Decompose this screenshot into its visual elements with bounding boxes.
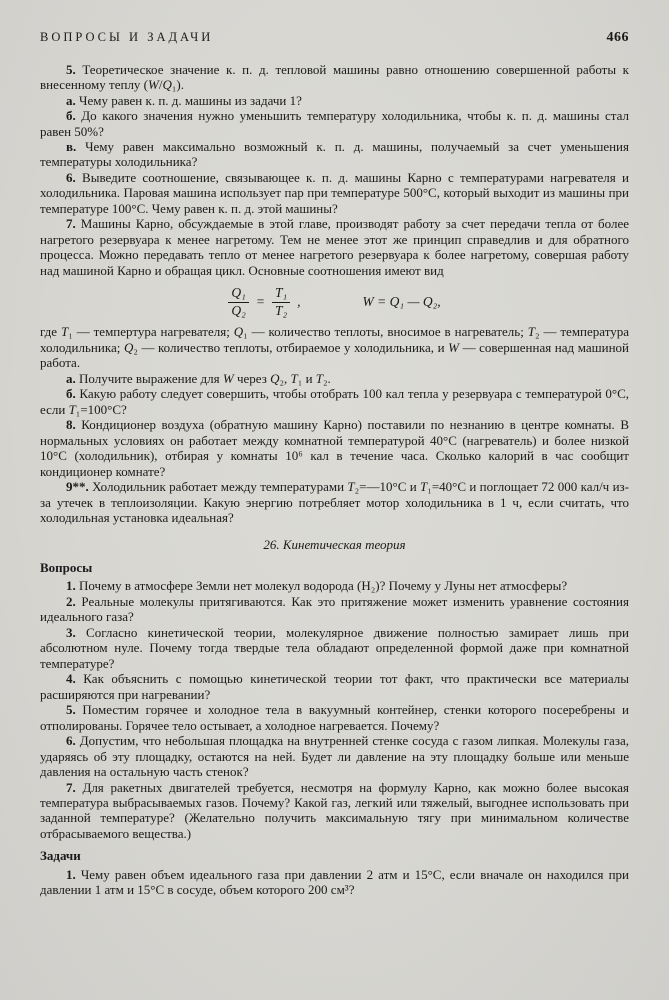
content-top xyxy=(40,62,629,279)
paragraph: 7. Для ракетных двигателей требуется, несмотря на формулу Карно, как можно более высокая температура выбрасываемых газов. Почему? Какой газ, легкий или тяжелый, выгоднее использовать при заданной температуре? (Желательно получить максимальную тягу при минимальном количестве отбрасываемого вещества.) xyxy=(40,779,629,841)
item-number: б. xyxy=(66,108,76,124)
paragraph: 1. Чему равен объем идеального газа при давлении 2 атм и 15°С, если вначале он находился при давлении 1 атм и 15°С в сосуде, объем которого 200 см³? xyxy=(40,866,629,898)
item-number: 7. xyxy=(66,779,76,795)
item-number: в. xyxy=(66,139,77,154)
fraction-t-numerator: T₁ xyxy=(272,286,290,303)
paragraph: 2. Реальные молекулы притягиваются. Как это притяжение может изменить уравнение состояния идеального газа? xyxy=(40,593,629,625)
item-number: 1. xyxy=(66,866,76,882)
subheading: Вопросы xyxy=(40,559,93,575)
paragraph: 7. Машины Карно, обсуждаемые в этой главе, производят работу за счет передачи тепла от более нагретого резервуара к менее нагретому. Тем не менее этот же принцип справедлив и для обратного процесса. Можно передавать тепло от менее нагретого резервуара к более нагретому, совершая работу над машиной Карно и обращая цикл. Основные соотношения имеют вид xyxy=(40,216,629,278)
paragraph: 9**. Холодильник работает между температурами T₂=—10°С и T₁=40°С и поглощает 72 000 кал/ч из-за утечек в теплоизоляции. Какую энергию потребляет мотор холодильника в 1 ч, если считать, что холодильная установка идеальная? xyxy=(40,479,629,525)
item-number: 7. xyxy=(66,216,76,232)
item-number: 9**. xyxy=(66,479,89,495)
item-number: 5. xyxy=(66,61,76,77)
content-bottom xyxy=(40,324,629,897)
item-number: 6. xyxy=(66,733,76,749)
fraction-q-numerator: Q₁ xyxy=(228,286,248,303)
page-number: 466 xyxy=(606,30,629,45)
item-number: а. xyxy=(66,370,76,386)
fraction-q xyxy=(228,286,248,318)
paragraph: 6. Выведите соотношение, связывающее к. п. д. машины Карно с температурами нагревателя и холодильника. Паровая машина использует пар при температуре 500°С, который выходит из машины при температуре 100°С. Чему равен к. п. д. этой машины? xyxy=(40,169,629,216)
item-number: 3. xyxy=(66,624,76,640)
item-number: а. xyxy=(66,92,76,108)
paragraph: где T₁ — темпертура нагревателя; Q₁ — количество теплоты, вносимое в нагреватель; T₂ — температура холодильника; Q₂ — количество теплоты, отбираемое у холодильника, и W — совершенная над машиной работа. xyxy=(40,324,629,371)
comma: , xyxy=(297,294,301,310)
paragraph: а. Получите выражение для W через Q₂, T₁ и T₂. xyxy=(66,370,331,386)
page-header xyxy=(40,30,629,47)
equals-sign: = xyxy=(255,294,265,310)
subheading: Задачи xyxy=(40,848,81,864)
paragraph: а. Чему равен к. п. д. машины из задачи 1? xyxy=(66,92,302,108)
item-number: 8. xyxy=(66,417,76,433)
paragraph: 5. Теоретическое значение к. п. д. тепловой машины равно отношению совершенной работы к внесенному теплу (W/Q₁). xyxy=(40,61,629,93)
paragraph: 3. Согласно кинетической теории, молекулярное движение полностью замирает лишь при абсолютном нуле. Почему тогда твердые тела обладают определенной формой даже при комнатной температуре? xyxy=(40,624,629,671)
paragraph: 8. Кондиционер воздуха (обратную машину Карно) поставили по незнанию в центре комнаты. В нормальных условиях он работает между комнатной температурой 40°С (нагреватель) и более низкой 10°С (холодильник), отбирая у комнаты 10⁶ кал в течение часа. Сколько калорий в час сообщит кондиционер комнате? xyxy=(40,417,629,479)
paragraph: 4. Как объяснить с помощью кинетической теории тот факт, что практически все материалы расширяются при нагревании? xyxy=(40,671,629,702)
item-number: 4. xyxy=(66,671,76,687)
item-number: 1. xyxy=(66,578,76,594)
item-number: б. xyxy=(66,386,76,402)
equation xyxy=(40,286,629,318)
paragraph: 5. Поместим горячее и холодное тела в вакуумный контейнер, стенки которого посеребрены и отполированы. Горячее тело остывает, а холодное нагревается. Почему? xyxy=(40,702,629,733)
equation-fractions xyxy=(228,286,300,318)
paragraph: 1. Почему в атмосфере Земли нет молекул водорода (H₂)? Почему у Луны нет атмосферы? xyxy=(66,578,568,594)
item-number: 2. xyxy=(66,593,76,609)
fraction-t-denominator: T₂ xyxy=(274,302,288,318)
paragraph: в. Чему равен максимально возможный к. п. д. машины, получаемый за счет уменьшения температуры холодильника? xyxy=(40,139,629,170)
fraction-q-denominator: Q₂ xyxy=(231,302,246,318)
fraction-t xyxy=(272,286,290,318)
paragraph: б. До какого значения нужно уменьшить температуру холодильника, чтобы к. п. д. машины стал равен 50%? xyxy=(40,108,629,139)
paragraph: 6. Допустим, что небольшая площадка на внутренней стенке сосуда с газом липкая. Молекулы газа, ударяясь об эту площадку, остаются на ней. Будет ли давление на эту площадку больше или меньше давления на остальную часть стенок? xyxy=(40,733,629,780)
item-number: 5. xyxy=(66,702,76,718)
item-number: 6. xyxy=(66,169,76,185)
running-head: ВОПРОСЫ И ЗАДАЧИ xyxy=(40,30,214,44)
section-heading: 26. Кинетическая теория xyxy=(263,537,406,553)
work-equation: W = Q₁ — Q₂, xyxy=(362,294,441,310)
paragraph: б. Какую работу следует совершить, чтобы отобрать 100 кал тепла у резервуара с температурой 0°С, если T₁=100°С? xyxy=(40,386,629,417)
